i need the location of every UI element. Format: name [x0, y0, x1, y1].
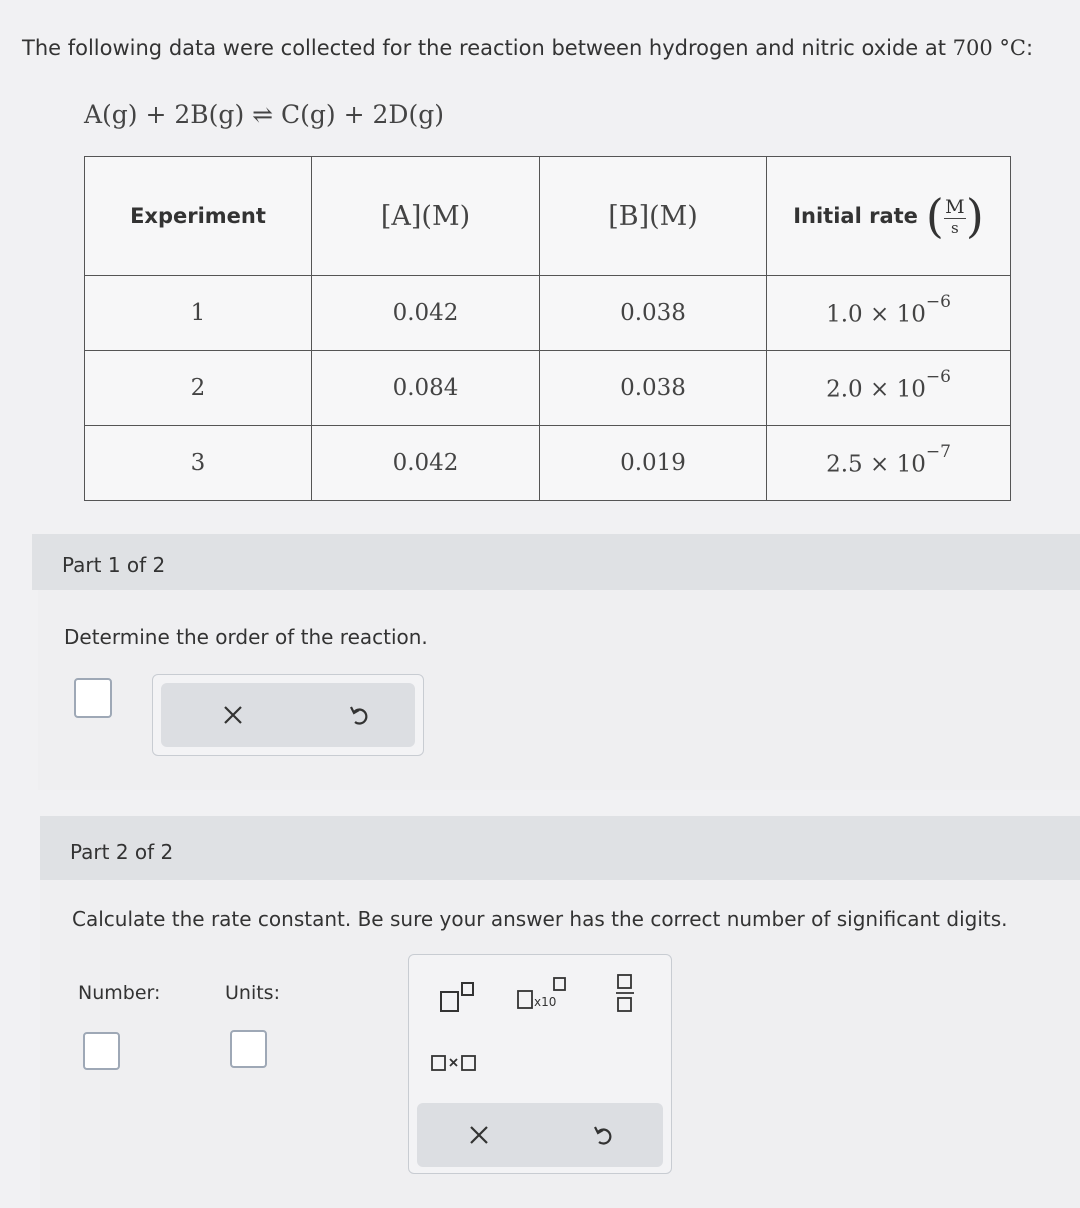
table-header-row	[85, 157, 1011, 276]
cell-rate	[767, 426, 1011, 501]
undo-icon	[347, 703, 371, 727]
rate-unit-denominator: s	[950, 218, 959, 237]
header-initial-rate	[767, 157, 1011, 276]
undo-icon	[591, 1123, 615, 1147]
fraction-icon	[614, 972, 636, 1014]
fraction-button[interactable]	[605, 971, 645, 1015]
part1-tool-panel	[152, 674, 424, 756]
part1-header	[32, 534, 1080, 590]
intro-sentence: The following data were collected for the reaction between hydrogen and nitric oxide at	[22, 36, 953, 60]
cell-rate	[767, 351, 1011, 426]
cell-b: 0.038	[540, 351, 767, 426]
cell-a: 0.042	[312, 426, 540, 501]
rate-base: 2.5 × 10	[826, 451, 926, 478]
data-table	[84, 156, 1011, 501]
part1-prompt: Determine the order of the reaction.	[64, 625, 428, 649]
clear-button[interactable]	[459, 1115, 499, 1155]
table-row	[85, 426, 1011, 501]
base-box-icon	[516, 989, 534, 1011]
reaction-equation: A(g) + 2B(g) ⇌ C(g) + 2D(g)	[84, 100, 444, 129]
rate-base: 2.0 × 10	[826, 376, 926, 403]
multiply-button[interactable]	[427, 1047, 483, 1079]
header-experiment: Experiment	[85, 157, 312, 276]
x10-label: x10	[534, 995, 557, 1009]
cell-b: 0.038	[540, 276, 767, 351]
rate-exponent: −6	[925, 367, 951, 388]
part1-label: Part 1 of 2	[62, 553, 166, 577]
part2-tool-panel	[408, 954, 672, 1174]
table-row	[85, 351, 1011, 426]
part2-label: Part 2 of 2	[70, 840, 174, 864]
part1-button-row	[161, 683, 415, 747]
cell-experiment: 2	[85, 351, 312, 426]
close-icon	[468, 1124, 490, 1146]
superscript-icon	[437, 980, 477, 1014]
units-input[interactable]	[230, 1030, 267, 1068]
multiply-icon	[429, 1052, 481, 1074]
part2-header	[40, 816, 1080, 880]
undo-button[interactable]	[583, 1115, 623, 1155]
rate-unit-numerator: M	[945, 195, 965, 218]
cell-b: 0.019	[540, 426, 767, 501]
undo-button[interactable]	[339, 695, 379, 735]
close-icon	[222, 704, 244, 726]
intro-colon: :	[1026, 36, 1034, 60]
header-rate-label: Initial rate	[793, 204, 918, 228]
table-row	[85, 276, 1011, 351]
number-label: Number:	[78, 982, 161, 1004]
cell-a: 0.084	[312, 351, 540, 426]
cell-experiment: 3	[85, 426, 312, 501]
intro-temperature: 700 °C	[952, 36, 1026, 60]
rate-base: 1.0 × 10	[826, 301, 926, 328]
cell-a: 0.042	[312, 276, 540, 351]
part2-button-row	[417, 1103, 663, 1167]
intro-text	[22, 36, 1033, 60]
exponent-box-icon	[553, 977, 567, 991]
rate-unit: ( M s )	[925, 189, 984, 243]
number-input[interactable]	[83, 1032, 120, 1070]
units-label: Units:	[225, 982, 280, 1004]
part2-prompt: Calculate the rate constant. Be sure your answer has the correct number of significant digits.	[72, 907, 1008, 931]
cell-experiment: 1	[85, 276, 312, 351]
cell-rate	[767, 276, 1011, 351]
header-a-concentration: [A](M)	[312, 157, 540, 276]
rate-exponent: −7	[925, 442, 951, 463]
order-answer-input[interactable]	[74, 678, 112, 718]
scientific-notation-button[interactable]	[513, 975, 569, 1015]
rate-exponent: −6	[925, 292, 951, 313]
clear-button[interactable]	[213, 695, 253, 735]
header-b-concentration: [B](M)	[540, 157, 767, 276]
superscript-button[interactable]	[435, 977, 479, 1017]
